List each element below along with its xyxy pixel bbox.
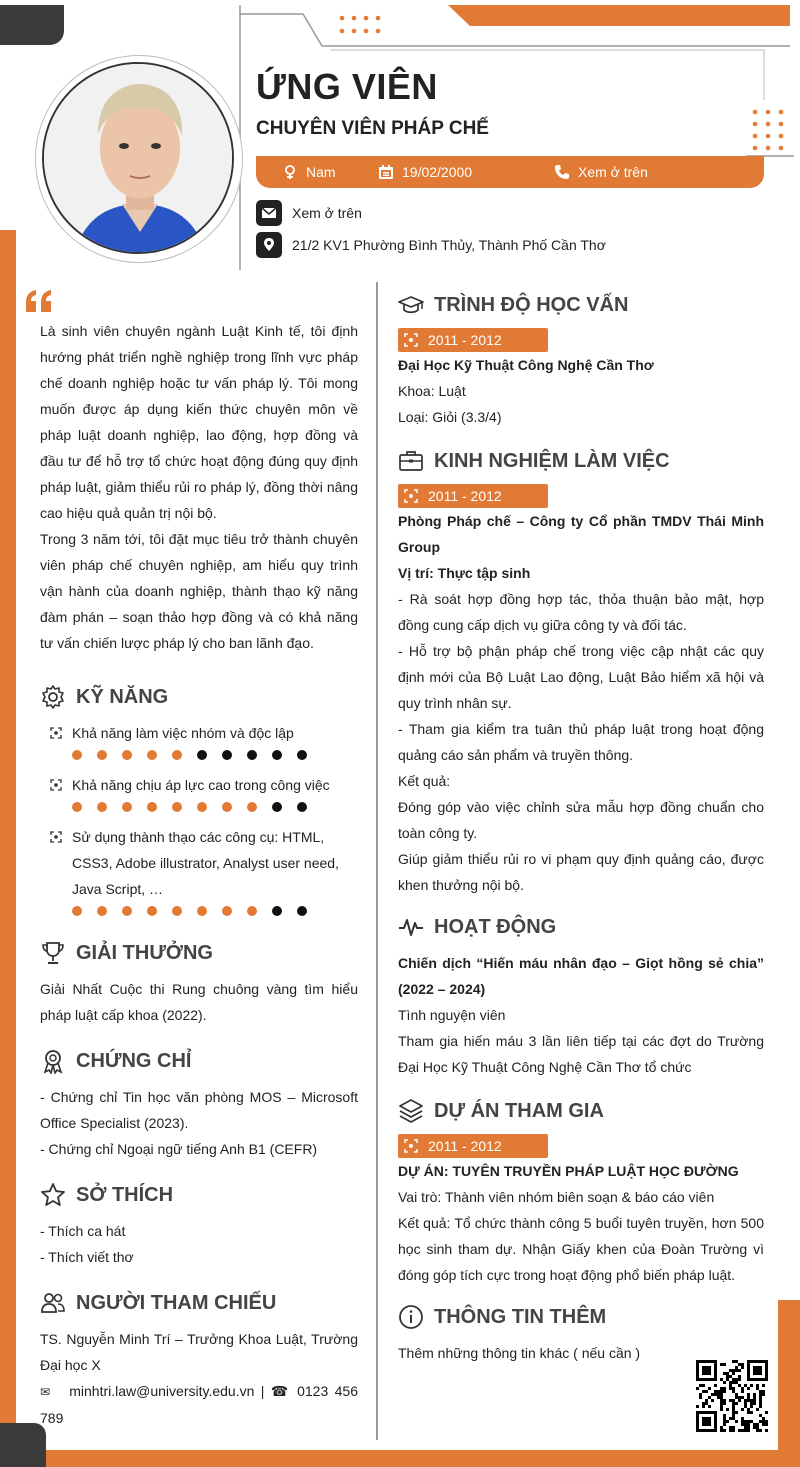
activity-desc: Tham gia hiến máu 3 lần liên tiếp tại các đợt do Trường Đại Học Kỹ Thuật Công Nghệ Cần Thơ tổ chức [398, 1033, 764, 1075]
skill-level-dot [197, 802, 207, 812]
bottom-orange-border [46, 1450, 800, 1467]
experience-date-badge [398, 484, 548, 508]
certificates-list [40, 1084, 358, 1162]
project-date: 2011 - 2012 [428, 1138, 502, 1154]
activity-pulse-icon [398, 914, 424, 940]
project-role: Vai trò: Thành viên nhóm biên soạn & báo cáo viên [398, 1189, 715, 1205]
skill-level-dots [72, 802, 358, 814]
info-icon [398, 1304, 424, 1330]
skill-level-dot [247, 802, 257, 812]
gender-item [282, 156, 336, 188]
skill-label: Khả năng chịu áp lực cao trong công việc [72, 777, 330, 793]
references-header [40, 1288, 358, 1318]
education-title: TRÌNH ĐỘ HỌC VẤN [434, 293, 629, 316]
extra-header [398, 1302, 764, 1332]
email-text[interactable]: Xem ở trên [292, 205, 362, 221]
skill-level-dot [272, 802, 282, 812]
address-text: 21/2 KV1 Phường Bình Thủy, Thành Phố Cần Thơ [292, 237, 606, 253]
mail-icon: ✉ [40, 1385, 51, 1399]
skill-label: Sử dụng thành thạo các công cụ: HTML, CSS3, Adobe illustrator, Analyst user need, Java Script, … [72, 829, 339, 897]
skill-level-dot [222, 750, 232, 760]
skill-level-dot [172, 750, 182, 760]
education-date-badge [398, 328, 548, 352]
skill-level-dot [147, 802, 157, 812]
experience-duty: - Tham gia kiểm tra tuân thủ pháp luật trong hoạt động quảng cáo sản phẩm và truyền thông. [398, 721, 764, 763]
skill-level-dot [272, 750, 282, 760]
skill-level-dot [72, 906, 82, 916]
skill-item [40, 772, 358, 814]
education-faculty: Khoa: Luật [398, 383, 466, 399]
avatar [42, 62, 234, 254]
skill-row [50, 720, 358, 746]
skill-level-dot [272, 906, 282, 916]
skill-level-dot [247, 750, 257, 760]
experience-result: Đóng góp vào việc chỉnh sửa mẫu hợp đồng chuẩn cho toàn công ty. [398, 799, 764, 841]
users-icon [40, 1290, 66, 1316]
skills-title: KỸ NĂNG [76, 685, 169, 708]
experience-date: 2011 - 2012 [428, 488, 502, 504]
skill-level-dot [72, 750, 82, 760]
right-orange-border [778, 1300, 800, 1450]
skill-level-dot [97, 906, 107, 916]
phone-text: Xem ở trên [578, 164, 648, 180]
project-result: Kết quả: Tổ chức thành công 5 buổi tuyên truyền, hơn 500 học sinh tham dự. Nhận Giấy khen của Đoàn Trường vì đóng góp tích cực trong hoạt động phổ biến pháp luật. [398, 1215, 764, 1283]
activity-role: Tình nguyện viên [398, 1007, 506, 1023]
award-ribbon-icon [40, 1048, 66, 1074]
extra-text: Thêm những thông tin khác ( nếu cần ) [398, 1345, 641, 1361]
activities-header [398, 912, 764, 942]
skills-header [40, 682, 358, 712]
certificates-title: CHỨNG CHỈ [76, 1049, 192, 1072]
objective-paragraph: Trong 3 năm tới, tôi đặt mục tiêu trở thành chuyên viên pháp chế chuyên nghiệp, am hiểu quy trình vận hành của doanh nghiệp, thành thạo kỹ năng đàm phán – soạn thảo hợp đồng và có khả năng tư vấn chiến lược pháp lý cho ban lãnh đạo. [40, 531, 358, 651]
projects-header [398, 1096, 764, 1126]
skill-level-dot [222, 802, 232, 812]
experience-result-label: Kết quả: [398, 773, 451, 789]
reference-contact: minhtri.law@university.edu.vn | ☎ 0123 456 789 [40, 1383, 358, 1426]
projects-title: DỰ ÁN THAM GIA [434, 1099, 604, 1122]
project-name: DỰ ÁN: TUYÊN TRUYỀN PHÁP LUẬT HỌC ĐƯỜNG [398, 1163, 739, 1179]
activity-name: Chiến dịch “Hiến máu nhân đạo – Giọt hồng sẻ chia” (2022 – 2024) [398, 955, 764, 997]
skill-level-dot [197, 906, 207, 916]
hobbies-list [40, 1218, 358, 1270]
column-divider [376, 282, 378, 1440]
education-header [398, 290, 764, 320]
birthday-text: 19/02/2000 [402, 164, 473, 180]
skill-row [50, 772, 358, 798]
certificate-item: - Chứng chỉ Tin học văn phòng MOS – Microsoft Office Specialist (2023). [40, 1089, 358, 1131]
focus-icon [404, 489, 418, 503]
focus-icon [404, 333, 418, 347]
skill-level-dot [297, 906, 307, 916]
skill-level-dot [247, 906, 257, 916]
address-row [256, 232, 606, 258]
skill-level-dot [122, 750, 132, 760]
left-orange-border [0, 230, 16, 1423]
experience-duty: - Rà soát hợp đồng hợp tác, thỏa thuận bảo mật, hợp đồng cung cấp dịch vụ giữa công ty và đối tác. [398, 591, 764, 633]
briefcase-icon [398, 448, 424, 474]
reference-contact-row [40, 1378, 358, 1431]
skill-level-dot [147, 750, 157, 760]
gear-icon [40, 684, 66, 710]
awards-title: GIẢI THƯỞNG [76, 941, 213, 964]
skill-level-dot [122, 906, 132, 916]
skill-level-dot [222, 906, 232, 916]
right-column [398, 290, 764, 1366]
skill-item [40, 824, 358, 918]
info-bar [256, 156, 764, 188]
birthday-item [378, 156, 472, 188]
awards-header [40, 938, 358, 968]
skill-level-dots [72, 906, 358, 918]
focus-icon [404, 1139, 418, 1153]
phone-icon [554, 164, 570, 180]
skill-level-dots [72, 750, 358, 762]
skill-level-dot [72, 802, 82, 812]
skill-row [50, 824, 358, 902]
objective-paragraph: Là sinh viên chuyên ngành Luật Kinh tế, tôi định hướng phát triển nghề nghiệp trong lĩnh vực pháp chế doanh nghiệp hoặc tư vấn pháp lý. Tôi mong muốn được áp dụng kiến thức chuyên môn về pháp luật doanh nghiệp, lao động, hợp đồng và đầu tư để hỗ trợ tổ chức hoạt động đúng quy định pháp luật, giảm thiểu rủi ro pháp lý, đồng thời nâng cao hiệu quả quản trị nội bộ. [40, 323, 358, 521]
job-title: CHUYÊN VIÊN PHÁP CHẾ [256, 118, 489, 139]
focus-icon [50, 727, 62, 739]
candidate-name: ỨNG VIÊN [256, 66, 438, 107]
education-school: Đại Học Kỹ Thuật Công Nghệ Cần Thơ [398, 357, 654, 373]
email-icon-box [256, 200, 282, 226]
award-text: Giải Nhất Cuộc thi Rung chuông vàng tìm hiểu pháp luật cấp khoa (2022). [40, 981, 358, 1023]
skill-level-dot [147, 906, 157, 916]
skill-level-dot [172, 802, 182, 812]
focus-icon [50, 831, 62, 843]
hobby-item: - Thích viết thơ [40, 1249, 134, 1265]
hobbies-title: SỞ THÍCH [76, 1183, 174, 1206]
education-date: 2011 - 2012 [428, 332, 502, 348]
experience-duty: - Hỗ trợ bộ phận pháp chế trong việc cập nhật các quy định mới của Bộ Luật Lao động, Luật Bảo hiểm xã hội và quy trình nhân sự. [398, 643, 764, 711]
layers-icon [398, 1098, 424, 1124]
email-row [256, 200, 362, 226]
skill-level-dot [297, 802, 307, 812]
skill-item [40, 720, 358, 762]
star-icon [40, 1182, 66, 1208]
experience-position: Vị trí: Thực tập sinh [398, 565, 531, 581]
trophy-icon [40, 940, 66, 966]
skill-label: Khả năng làm việc nhóm và độc lập [72, 725, 294, 741]
calendar-icon [378, 164, 394, 180]
hobby-item: - Thích ca hát [40, 1223, 126, 1239]
focus-icon [50, 779, 62, 791]
references-title: NGƯỜI THAM CHIẾU [76, 1291, 277, 1314]
hobbies-header [40, 1180, 358, 1210]
reference-person: TS. Nguyễn Minh Trí – Trưởng Khoa Luật, Trường Đại học X [40, 1331, 358, 1373]
gender-icon [282, 164, 298, 180]
activities-title: HOẠT ĐỘNG [434, 915, 557, 938]
email-icon [261, 205, 277, 221]
skill-level-dot [97, 802, 107, 812]
experience-header [398, 446, 764, 476]
map-pin-icon [261, 237, 277, 253]
project-date-badge [398, 1134, 548, 1158]
certificates-header [40, 1046, 358, 1076]
left-column [40, 288, 358, 1431]
skill-level-dot [297, 750, 307, 760]
experience-title: KINH NGHIỆM LÀM VIỆC [434, 449, 670, 472]
phone-item [554, 156, 648, 188]
skill-level-dot [122, 802, 132, 812]
skills-list [40, 720, 358, 918]
skill-level-dot [97, 750, 107, 760]
extra-title: THÔNG TIN THÊM [434, 1305, 607, 1328]
qr-code [696, 1360, 768, 1432]
experience-result: Giúp giảm thiểu rủi ro vi phạm quy định quảng cáo, được khen thưởng nội bộ. [398, 851, 764, 893]
skill-level-dot [172, 906, 182, 916]
address-icon-box [256, 232, 282, 258]
skill-level-dot [197, 750, 207, 760]
gender-text: Nam [306, 164, 336, 180]
education-grade: Loại: Giỏi (3.3/4) [398, 409, 502, 425]
certificate-item: - Chứng chỉ Ngoại ngữ tiếng Anh B1 (CEFR) [40, 1141, 318, 1157]
career-objective [40, 318, 358, 656]
experience-company: Phòng Pháp chế – Công ty Cổ phần TMDV Thái Minh Group [398, 513, 764, 555]
graduation-cap-icon [398, 292, 424, 318]
reference-block [40, 1326, 358, 1431]
